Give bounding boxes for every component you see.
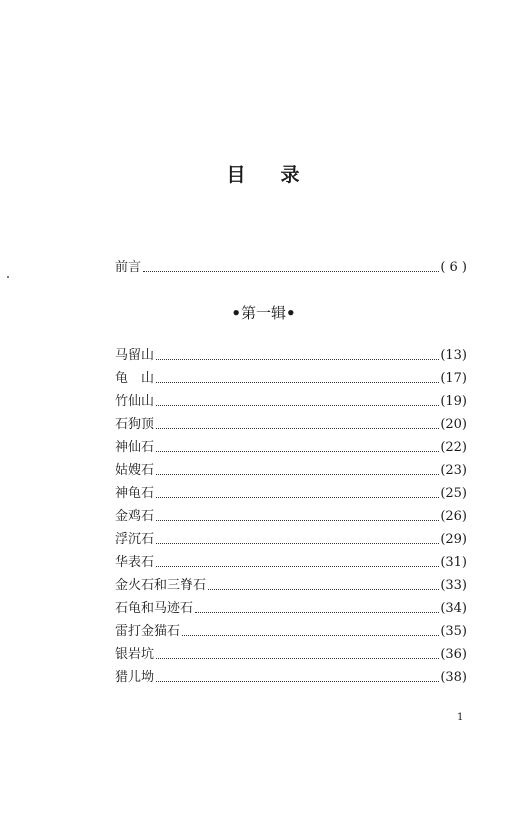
toc-entry[interactable] [115, 574, 467, 594]
toc-entry-page: (29) [440, 532, 467, 547]
toc-entry[interactable] [115, 413, 467, 433]
toc-entry[interactable] [115, 597, 467, 617]
dot-leader [195, 612, 439, 613]
toc-entry-page: (17) [440, 371, 467, 386]
toc-entry-label: 雷打金猫石 [115, 624, 181, 639]
toc-entry-label: 石狗顶 [115, 417, 155, 432]
toc-entry-label: 马留山 [115, 348, 155, 363]
dot-leader [156, 359, 439, 360]
toc-entry-label: 金鸡石 [115, 509, 155, 524]
toc-entry-label: 姑嫂石 [115, 463, 155, 478]
toc-entry[interactable] [115, 528, 467, 548]
toc-entry-page: (33) [440, 578, 467, 593]
toc-entry[interactable] [115, 620, 467, 640]
toc-entry[interactable] [115, 482, 467, 502]
scan-speck [7, 276, 9, 278]
toc-entry-label: 金火石和三脊石 [115, 578, 207, 593]
toc-entry-label: 竹仙山 [115, 394, 155, 409]
section-title: 第一辑 [240, 304, 286, 322]
toc-entry-page: (35) [440, 624, 467, 639]
dot-leader [156, 497, 439, 498]
dot-leader [208, 589, 439, 590]
toc-entry-preface[interactable] [115, 256, 467, 276]
toc-entry-label: 华表石 [115, 555, 155, 570]
toc-entry[interactable] [115, 551, 467, 571]
toc-entry[interactable] [115, 344, 467, 364]
toc-entry-label: 银岩坑 [115, 647, 155, 662]
dot-leader [156, 405, 439, 406]
dot-leader [156, 658, 439, 659]
toc-entry[interactable] [115, 390, 467, 410]
dot-leader [182, 635, 439, 636]
page-title-char-2: 录 [280, 164, 301, 186]
toc-entry[interactable] [115, 367, 467, 387]
toc-entry-label: 石龟和马迹石 [115, 601, 194, 616]
toc-entry-label: 前言 [115, 260, 142, 275]
toc-entry-page: (26) [440, 509, 467, 524]
section-bullet-right: • [286, 304, 296, 322]
toc-entry-label: 神龟石 [115, 486, 155, 501]
dot-leader [156, 382, 439, 383]
toc-entry-label: 龟 山 [115, 371, 155, 386]
dot-leader [156, 520, 439, 521]
toc-entry-page: (36) [440, 647, 467, 662]
toc-entry[interactable] [115, 505, 467, 525]
toc-entry[interactable] [115, 436, 467, 456]
dot-leader [156, 428, 439, 429]
toc-entry-page: (23) [440, 463, 467, 478]
dot-leader [143, 271, 439, 272]
section-bullet-left: • [231, 304, 241, 322]
toc-entry-page: (38) [440, 670, 467, 685]
toc-entry-label: 神仙石 [115, 440, 155, 455]
page-title-char-1: 目 [226, 164, 247, 186]
toc-entry-page: (19) [440, 394, 467, 409]
toc-entry-page: (25) [440, 486, 467, 501]
toc-entry[interactable] [115, 666, 467, 686]
dot-leader [156, 681, 439, 682]
dot-leader [156, 474, 439, 475]
toc-entry-page: (31) [440, 555, 467, 570]
toc-entry-page: (34) [440, 601, 467, 616]
toc-entry-page: (13) [440, 348, 467, 363]
toc-entry[interactable] [115, 459, 467, 479]
page-number: 1 [457, 712, 464, 723]
dot-leader [156, 543, 439, 544]
toc-entry-page: (22) [440, 440, 467, 455]
page-title [0, 160, 527, 187]
dot-leader [156, 566, 439, 567]
toc-entry-label: 猎儿坳 [115, 670, 155, 685]
toc-entry-label: 浮沉石 [115, 532, 155, 547]
toc-entry-page: (20) [440, 417, 467, 432]
section-heading [0, 302, 527, 323]
dot-leader [156, 451, 439, 452]
toc-entry-page: ( 6 ) [440, 260, 467, 275]
toc-entry[interactable] [115, 643, 467, 663]
